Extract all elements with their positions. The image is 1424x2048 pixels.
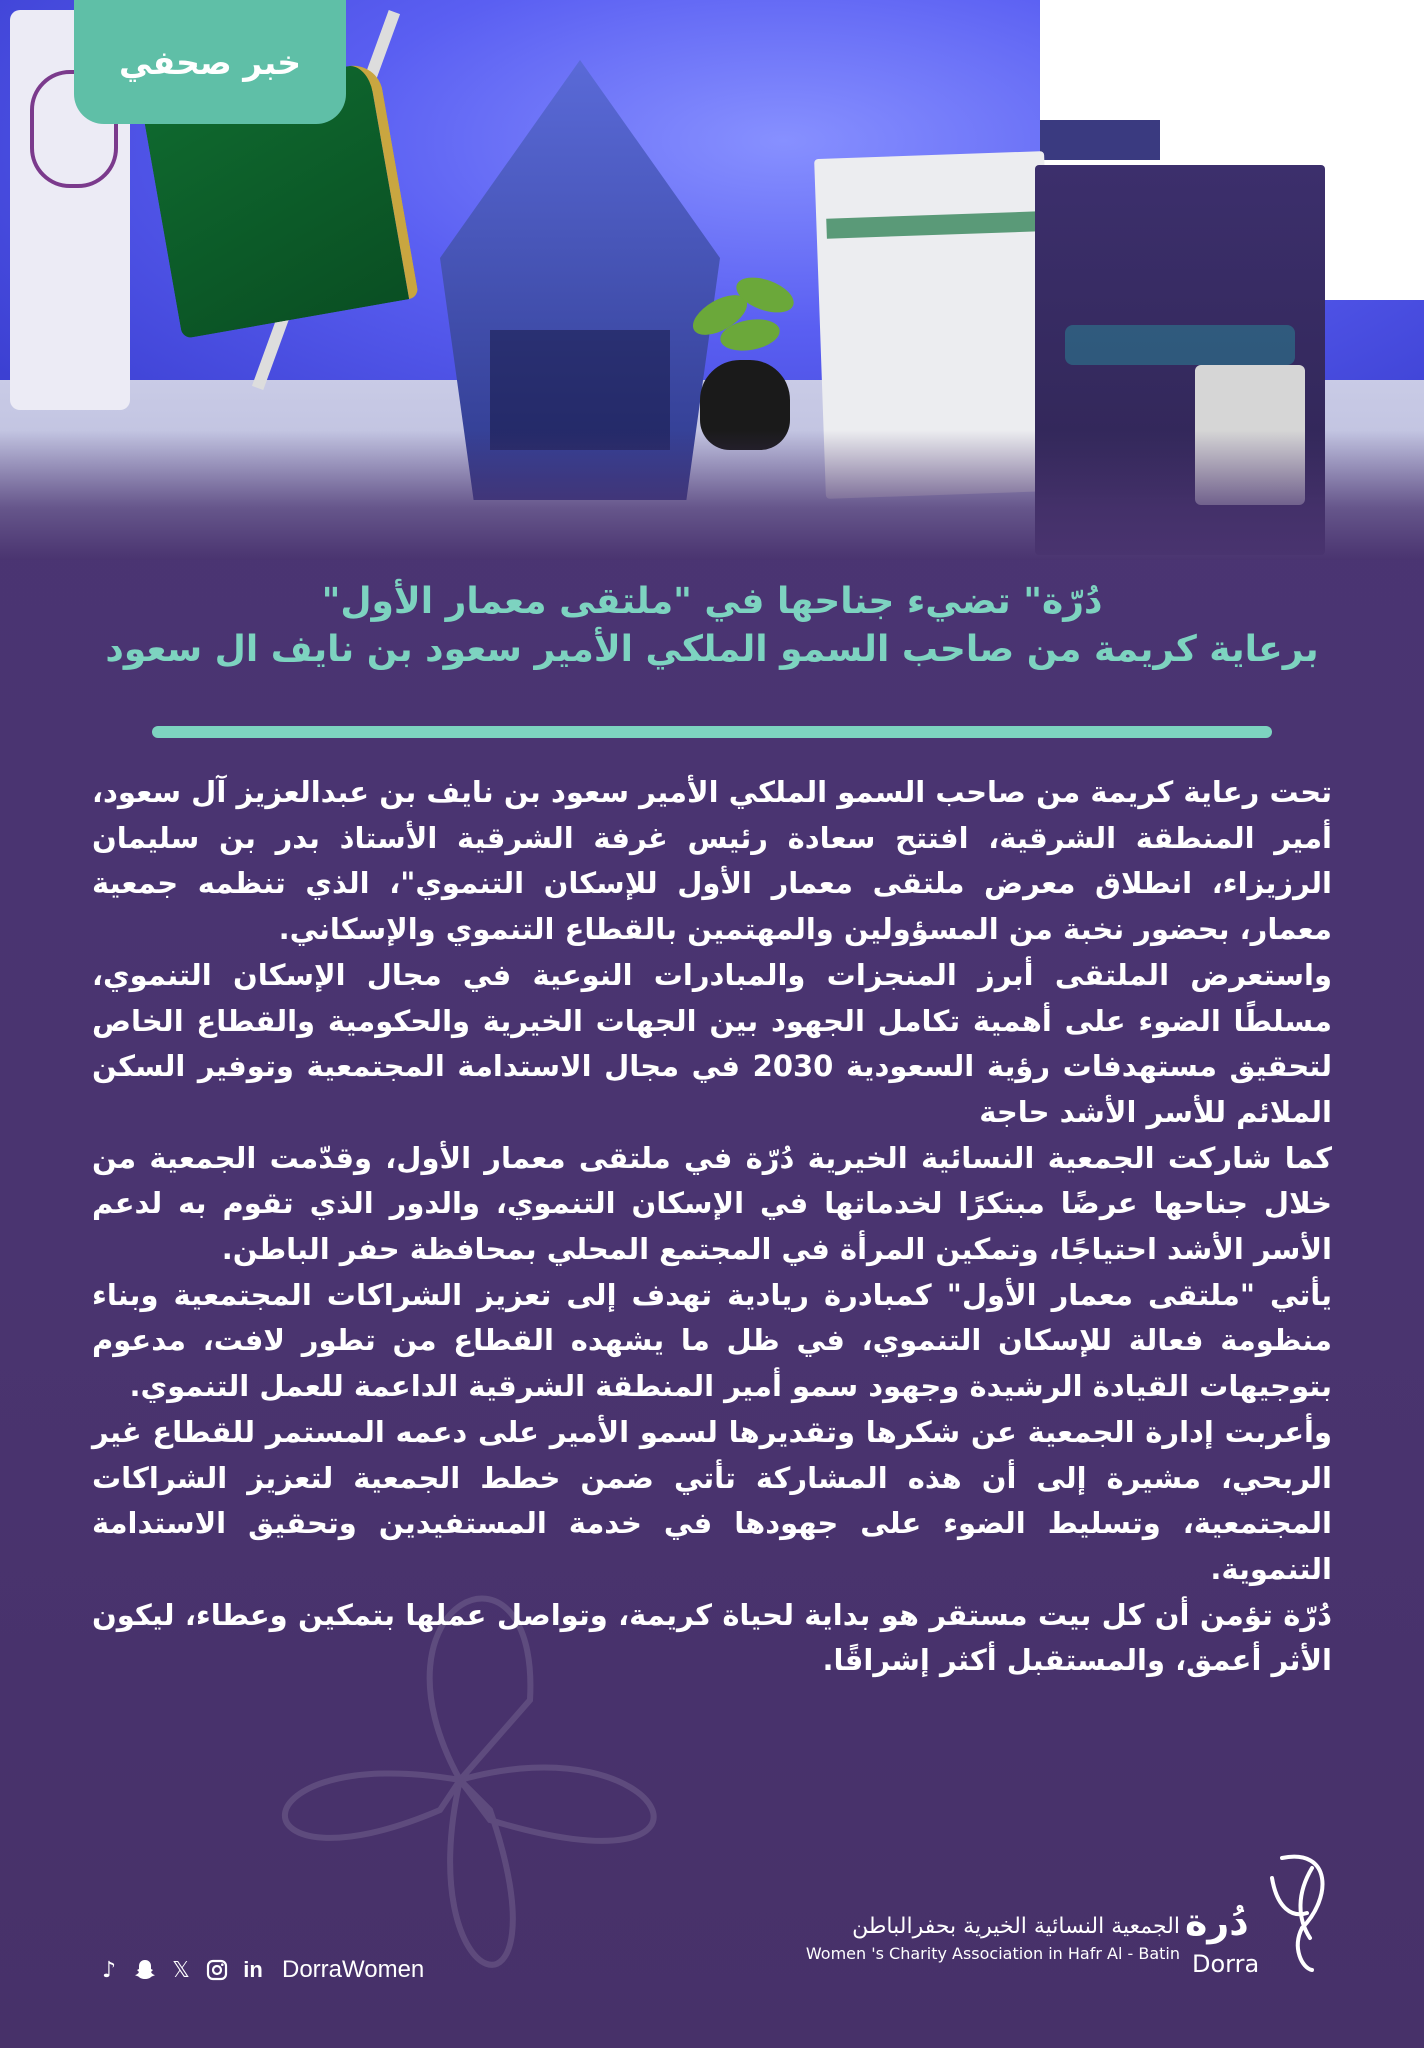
organization-name [780,1912,1180,1966]
headline-line-1: دُرّة" تضيء جناحها في "ملتقى معمار الأول" [321,581,1103,622]
photo-plant [690,280,800,450]
brand-name-english: Dorra [1192,1950,1260,1978]
headline-line-2: برعاية كريمة من صاحب السمو الملكي الأمير سعود بن نايف ال سعود [105,629,1319,670]
body-paragraph-1: تحت رعاية كريمة من صاحب السمو الملكي الأمير سعود بن نايف بن عبدالعزيز آل سعود، أمير المنطقة الشرقية، افتتح سعادة رئيس غرفة الشرقية الأستاذ بدر بن سليمان الرزيزاء، انطلاق معرض ملتقى معمار الأول للإسكان التنموي"، الذي تنظمه جمعية معمار، بحضور نخبة من المسؤولين والمهتمين بالقطاع التنموي والإسكاني. [92,775,1332,947]
body-paragraph-2: واستعرض الملتقى أبرز المنجزات والمبادرات النوعية في مجال الإسكان التنموي، مسلطًا الضوء على أهمية تكامل الجهود بين الجهات الخيرية والحكومية والقطاع الخاص لتحقيق مستهدفات رؤية السعودية 2030 في مجال الاستدامة المجتمعية وتوفير السكن الملائم للأسر الأشد حاجة [92,957,1333,1129]
snapchat-icon[interactable] [132,1957,158,1983]
tiktok-icon[interactable]: ♪ [101,1957,117,1983]
organization-name-arabic: الجمعية النسائية الخيرية بحفرالباطن [852,1914,1180,1939]
brand-name-arabic: دُرة [1185,1900,1249,1944]
social-handle[interactable]: DorraWomen [282,1956,425,1983]
x-icon[interactable]: 𝕏 [172,1957,190,1982]
photo-fade-overlay [0,430,1424,560]
body-paragraph-4: يأتي "ملتقى معمار الأول" كمبادرة ريادية تهدف إلى تعزيز الشراكات المجتمعية وبناء منظومة فعالة للإسكان التنموي، في ظل ما يشهده القطاع من تطور لافت، مدعوم بتوجيهات القيادة الرشيدة وجهود سمو أمير المنطقة الشرقية الداعمة للعمل التنموي. [92,1277,1332,1404]
linkedin-icon[interactable]: in [243,1957,263,1982]
social-links [96,1956,424,1984]
organization-name-english: Women 's Charity Association in Hafr Al - Batin [805,1944,1180,1963]
headline [60,578,1364,674]
article-body [92,770,1332,1684]
body-paragraph-3: كما شاركت الجمعية النسائية الخيرية دُرّة في ملتقى معمار الأول، وقدّمت الجمعية من خلال جناحها عرضًا مبتكرًا لخدماتها في الإسكان التنموي، والدور الذي تقوم به لدعم الأسر الأشد احتياجًا، وتمكين المرأة في المجتمع المحلي بمحافظة حفر الباطن. [92,1140,1332,1267]
badge-label: خبر صحفي [118,42,302,82]
instagram-icon[interactable] [204,1957,230,1983]
body-paragraph-6: دُرّة تؤمن أن كل بيت مستقر هو بداية لحياة كريمة، وتواصل عملها بتمكين وعطاء، ليكون الأثر أعمق، والمستقبل أكثر إشراقًا. [92,1597,1332,1678]
headline-divider [152,726,1272,738]
press-release-badge [74,0,346,124]
body-paragraph-5: وأعربت إدارة الجمعية عن شكرها وتقديرها لسمو الأمير على دعمه المستمر للقطاع غير الربحي، مشيرة إلى أن هذه المشاركة تأتي ضمن خطط الجمعية لتعزيز الشراكات المجتمعية، وتسليط الضوء على جهودها في خدمة المستفيدين وتحقيق الاستدامة التنموية. [92,1414,1332,1586]
